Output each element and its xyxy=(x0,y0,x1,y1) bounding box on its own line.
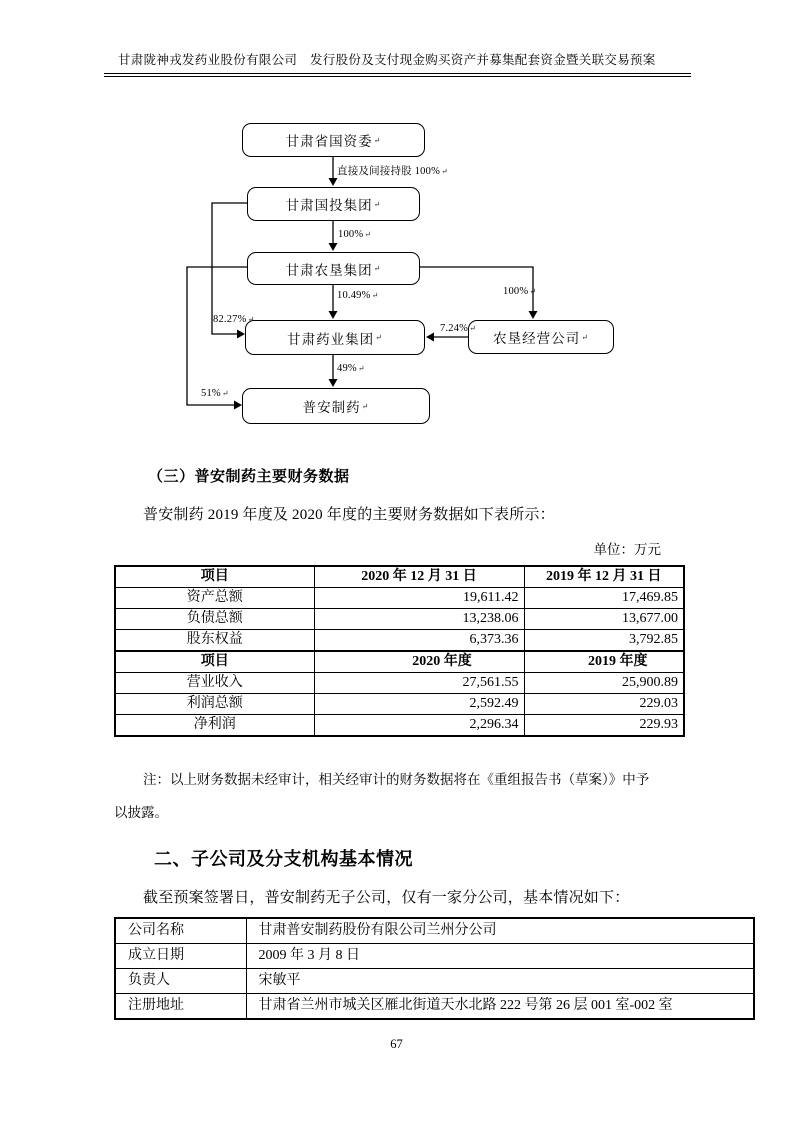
section-heading-financial-data: （三）普安制药主要财务数据 xyxy=(148,469,350,485)
field-label: 成立日期 xyxy=(115,944,246,969)
paragraph-mark: ↵ xyxy=(373,135,382,145)
table-row xyxy=(115,918,754,944)
table-row: 利润总额 2,592.49 229.03 xyxy=(115,694,684,715)
table-row xyxy=(115,944,754,969)
section-heading-subsidiaries: 二、子公司及分支机构基本情况 xyxy=(154,849,413,869)
paragraph-mark: ↵ xyxy=(361,401,370,411)
field-label: 公司名称 xyxy=(115,918,246,944)
table-row: 项目 2020 年 12 月 31 日 2019 年 12 月 31 日 xyxy=(115,566,684,588)
field-value: 甘肃普安制药股份有限公司兰州分公司 xyxy=(246,918,754,944)
field-value: 2009 年 3 月 8 日 xyxy=(246,944,754,969)
note-line: 注：以上财务数据未经审计，相关经审计的财务数据将在《重组报告书（草案）》中予 xyxy=(143,772,650,787)
edge-label-82-27: 82.27%↵ xyxy=(213,314,255,325)
table-row xyxy=(115,969,754,994)
org-chart-connectors xyxy=(0,0,793,450)
table-row: 股东权益 6,373.36 3,792.85 xyxy=(115,630,684,652)
ownership-org-chart xyxy=(0,0,793,450)
edge-label-direct-indirect-100: 直接及间接持股 100%↵ xyxy=(337,166,448,177)
edge-label-10-49: 10.49%↵ xyxy=(337,290,379,301)
branch-info-table xyxy=(114,917,755,1020)
org-node-gansu-sasac: 甘肃省国资委 ↵ xyxy=(242,123,425,157)
financial-intro-paragraph: 普安制药 2019 年度及 2020 年度的主要财务数据如下表所示： xyxy=(143,507,555,523)
org-node-puan-pharma: 普安制药 ↵ xyxy=(242,388,430,424)
edge-label-100-guotou-nongken: 100%↵ xyxy=(338,229,372,240)
field-label: 负责人 xyxy=(115,969,246,994)
note-line: 以披露。 xyxy=(114,805,168,820)
audit-note xyxy=(114,763,692,829)
edge-label-100-nongken-jingying: 100%↵ xyxy=(503,286,537,297)
table-row xyxy=(115,994,754,1020)
financial-data-table xyxy=(114,565,685,737)
unit-label: 单位：万元 xyxy=(593,542,661,557)
table-row: 营业收入 27,561.55 25,900.89 xyxy=(115,673,684,694)
paragraph-mark: ↵ xyxy=(373,199,382,209)
org-node-gansu-nongken: 甘肃农垦集团 ↵ xyxy=(247,252,420,285)
page-number: 67 xyxy=(390,1037,403,1051)
field-label: 注册地址 xyxy=(115,994,246,1020)
org-node-gansu-guotou: 甘肃国投集团 ↵ xyxy=(247,187,420,221)
paragraph-mark: ↵ xyxy=(373,264,382,273)
org-node-gansu-yaoye: 甘肃药业集团 ↵ xyxy=(245,320,425,355)
page-header-text: 甘肃陇神戎发药业股份有限公司 发行股份及支付现金购买资产并募集配套资金暨关联交易预案 xyxy=(118,53,656,67)
field-value: 宋敏平 xyxy=(246,969,754,994)
paragraph-mark: ↵ xyxy=(375,333,383,342)
field-value: 甘肃省兰州市城关区雁北街道天水北路 222 号第 26 层 001 室-002 室 xyxy=(246,994,754,1020)
table-row: 负债总额 13,238.06 13,677.00 xyxy=(115,609,684,630)
branch-intro-paragraph: 截至预案签署日，普安制药无子公司，仅有一家分公司，基本情况如下： xyxy=(143,890,630,906)
table-row: 项目 2020 年度 2019 年度 xyxy=(115,651,684,673)
org-node-nongken-jingying: 农垦经营公司 ↵ xyxy=(468,320,614,354)
paragraph-mark: ↵ xyxy=(581,332,589,342)
edge-label-49: 49%↵ xyxy=(337,363,365,374)
edge-label-7-24: 7.24%↵ xyxy=(440,323,477,334)
table-row: 资产总额 19,611.42 17,469.85 xyxy=(115,588,684,609)
edge-label-51: 51%↵ xyxy=(201,388,229,399)
table-row: 净利润 2,296.34 229.93 xyxy=(115,715,684,737)
